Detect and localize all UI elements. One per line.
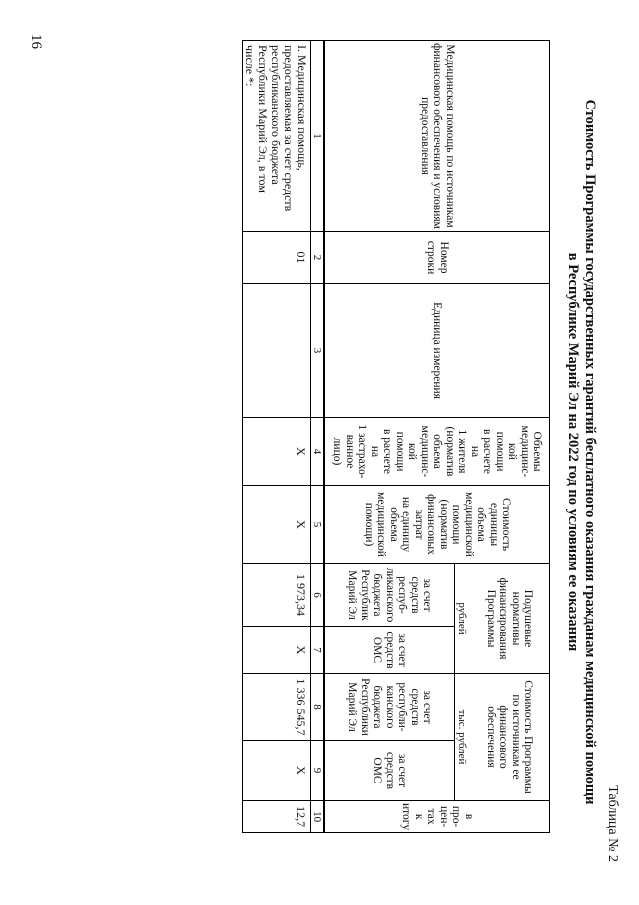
text-line: медицинс-	[519, 425, 531, 478]
text-line: предоставляемая за счет средств	[282, 45, 296, 212]
text-line: числе *:	[243, 45, 257, 87]
column-number: 9	[311, 741, 325, 801]
text-line: цен-	[437, 806, 450, 828]
header-col-8	[325, 674, 455, 741]
text-line: про-	[450, 805, 463, 828]
row-per-capita-budget: 1 973,34	[243, 564, 311, 627]
text-line: помощи	[394, 431, 406, 472]
text-line: средств	[409, 688, 421, 726]
text-line: средств	[384, 631, 396, 669]
text-line: помощи	[494, 431, 506, 472]
text-line: лицо)	[331, 437, 344, 466]
text-line: кой	[406, 443, 419, 460]
text-line: Республики	[359, 678, 371, 736]
text-line: помощи	[450, 504, 463, 545]
text-line: за счет	[396, 633, 409, 667]
text-line: медицинской	[375, 492, 388, 557]
text-line: в расчете	[481, 428, 494, 475]
header-group-1-unit: рублей	[455, 564, 470, 674]
column-number: 10	[311, 801, 325, 833]
text-line: к	[412, 813, 425, 820]
column-number: 3	[311, 284, 325, 418]
text-line: итогу	[400, 803, 413, 831]
text-line: объема	[387, 507, 400, 542]
text-line: на	[469, 445, 481, 458]
text-line: 1 жителя	[456, 429, 469, 474]
column-number: 7	[311, 627, 325, 674]
text-line: на единицу	[400, 496, 413, 553]
header-group-1: Подушевые нормативы финансирования Программы	[470, 564, 550, 674]
text-line: (норматив	[437, 499, 450, 550]
text-line: респуб-	[396, 576, 409, 614]
header-col-3: Единица измерения	[325, 284, 550, 418]
text-line: объема	[431, 434, 444, 469]
header-col-9	[325, 741, 455, 801]
text-line: средств	[384, 751, 396, 790]
column-number-row	[311, 41, 325, 833]
text-line: Республики Марий Эл, в том	[256, 45, 270, 193]
text-line: республи-	[396, 682, 409, 732]
text-line: ванное	[344, 434, 356, 469]
column-number: 4	[311, 418, 325, 486]
text-line: ОМС	[371, 636, 384, 664]
title-line-2: в Республике Марий Эл на 2022 год по условиям ее оказания	[565, 252, 581, 652]
title-line-1: Стоимость Программы государственных гарантий бесплатного оказания гражданам медицинской помощи	[582, 99, 598, 805]
text-line: ОМС	[371, 757, 384, 784]
text-line: помощи)	[362, 502, 375, 547]
row-cost-budget: 1 336 545,7	[243, 674, 311, 741]
rotated-page-content	[20, 32, 620, 872]
header-col-10	[325, 801, 550, 833]
text-line: за счет	[421, 578, 434, 612]
text-line: (норматив	[444, 426, 456, 477]
text-line: единицы	[487, 502, 500, 547]
column-number: 1	[311, 41, 325, 232]
text-line: затрат	[412, 509, 425, 540]
text-line: объема	[475, 507, 488, 542]
text-line: Марий Эл	[346, 682, 359, 732]
cost-table	[242, 40, 550, 833]
text-line: I. Медицинская помощь,	[295, 45, 309, 171]
text-line: за счет	[421, 690, 434, 724]
text-line: финансовых	[425, 494, 438, 555]
header-col-7	[325, 627, 455, 674]
text-line: бюджета	[371, 573, 384, 617]
text-line: на	[369, 445, 381, 458]
column-number: 2	[311, 232, 325, 284]
header-col-6	[325, 564, 455, 627]
row-unit	[243, 284, 311, 418]
table-row	[243, 41, 311, 833]
header-group-2-unit: тыс. рублей	[455, 674, 470, 801]
header-col-5	[325, 486, 550, 564]
text-line: Марий Эл	[346, 570, 359, 620]
text-line: ликанского	[384, 567, 396, 623]
text-line: кой	[506, 443, 519, 460]
text-line: за счет	[396, 753, 409, 788]
text-line: медицинской	[462, 492, 475, 557]
text-line: Республик	[359, 569, 371, 621]
column-number: 5	[311, 486, 325, 564]
page-number: 16	[28, 34, 44, 49]
header-col-1: Медицинская помощь по источникам финансового обеспечения и условиям предоставления	[325, 41, 550, 232]
row-unit-cost: Х	[243, 486, 311, 564]
row-volume: Х	[243, 418, 311, 486]
row-per-capita-oms: Х	[243, 627, 311, 674]
header-col-4	[325, 418, 550, 486]
row-cost-oms: Х	[243, 741, 311, 801]
text-line: республиканского бюджета	[269, 45, 283, 185]
text-line: медицинс-	[419, 425, 431, 478]
row-name	[243, 41, 311, 232]
header-col-2: Номер строки	[325, 232, 550, 284]
row-number: 01	[243, 232, 311, 284]
column-number: 6	[311, 564, 325, 627]
text-line: средств	[409, 576, 421, 614]
text-line: в	[462, 813, 475, 820]
header-group-2: Стоимость Программы по источникам ее финансового обеспечения	[470, 674, 550, 801]
text-line: бюджета	[371, 685, 384, 729]
text-line: Стоимость	[500, 498, 513, 551]
column-number: 8	[311, 674, 325, 741]
text-line: в расчете	[381, 428, 394, 475]
text-line: Объемы	[531, 431, 544, 472]
text-line: тах	[425, 808, 438, 825]
table-label: Таблица № 2	[605, 785, 620, 862]
text-line: 1 застрахо-	[356, 424, 369, 479]
row-percent: 12,7	[243, 801, 311, 833]
text-line: канского	[384, 685, 396, 729]
document-title	[564, 32, 598, 872]
header-row-1	[470, 41, 550, 833]
